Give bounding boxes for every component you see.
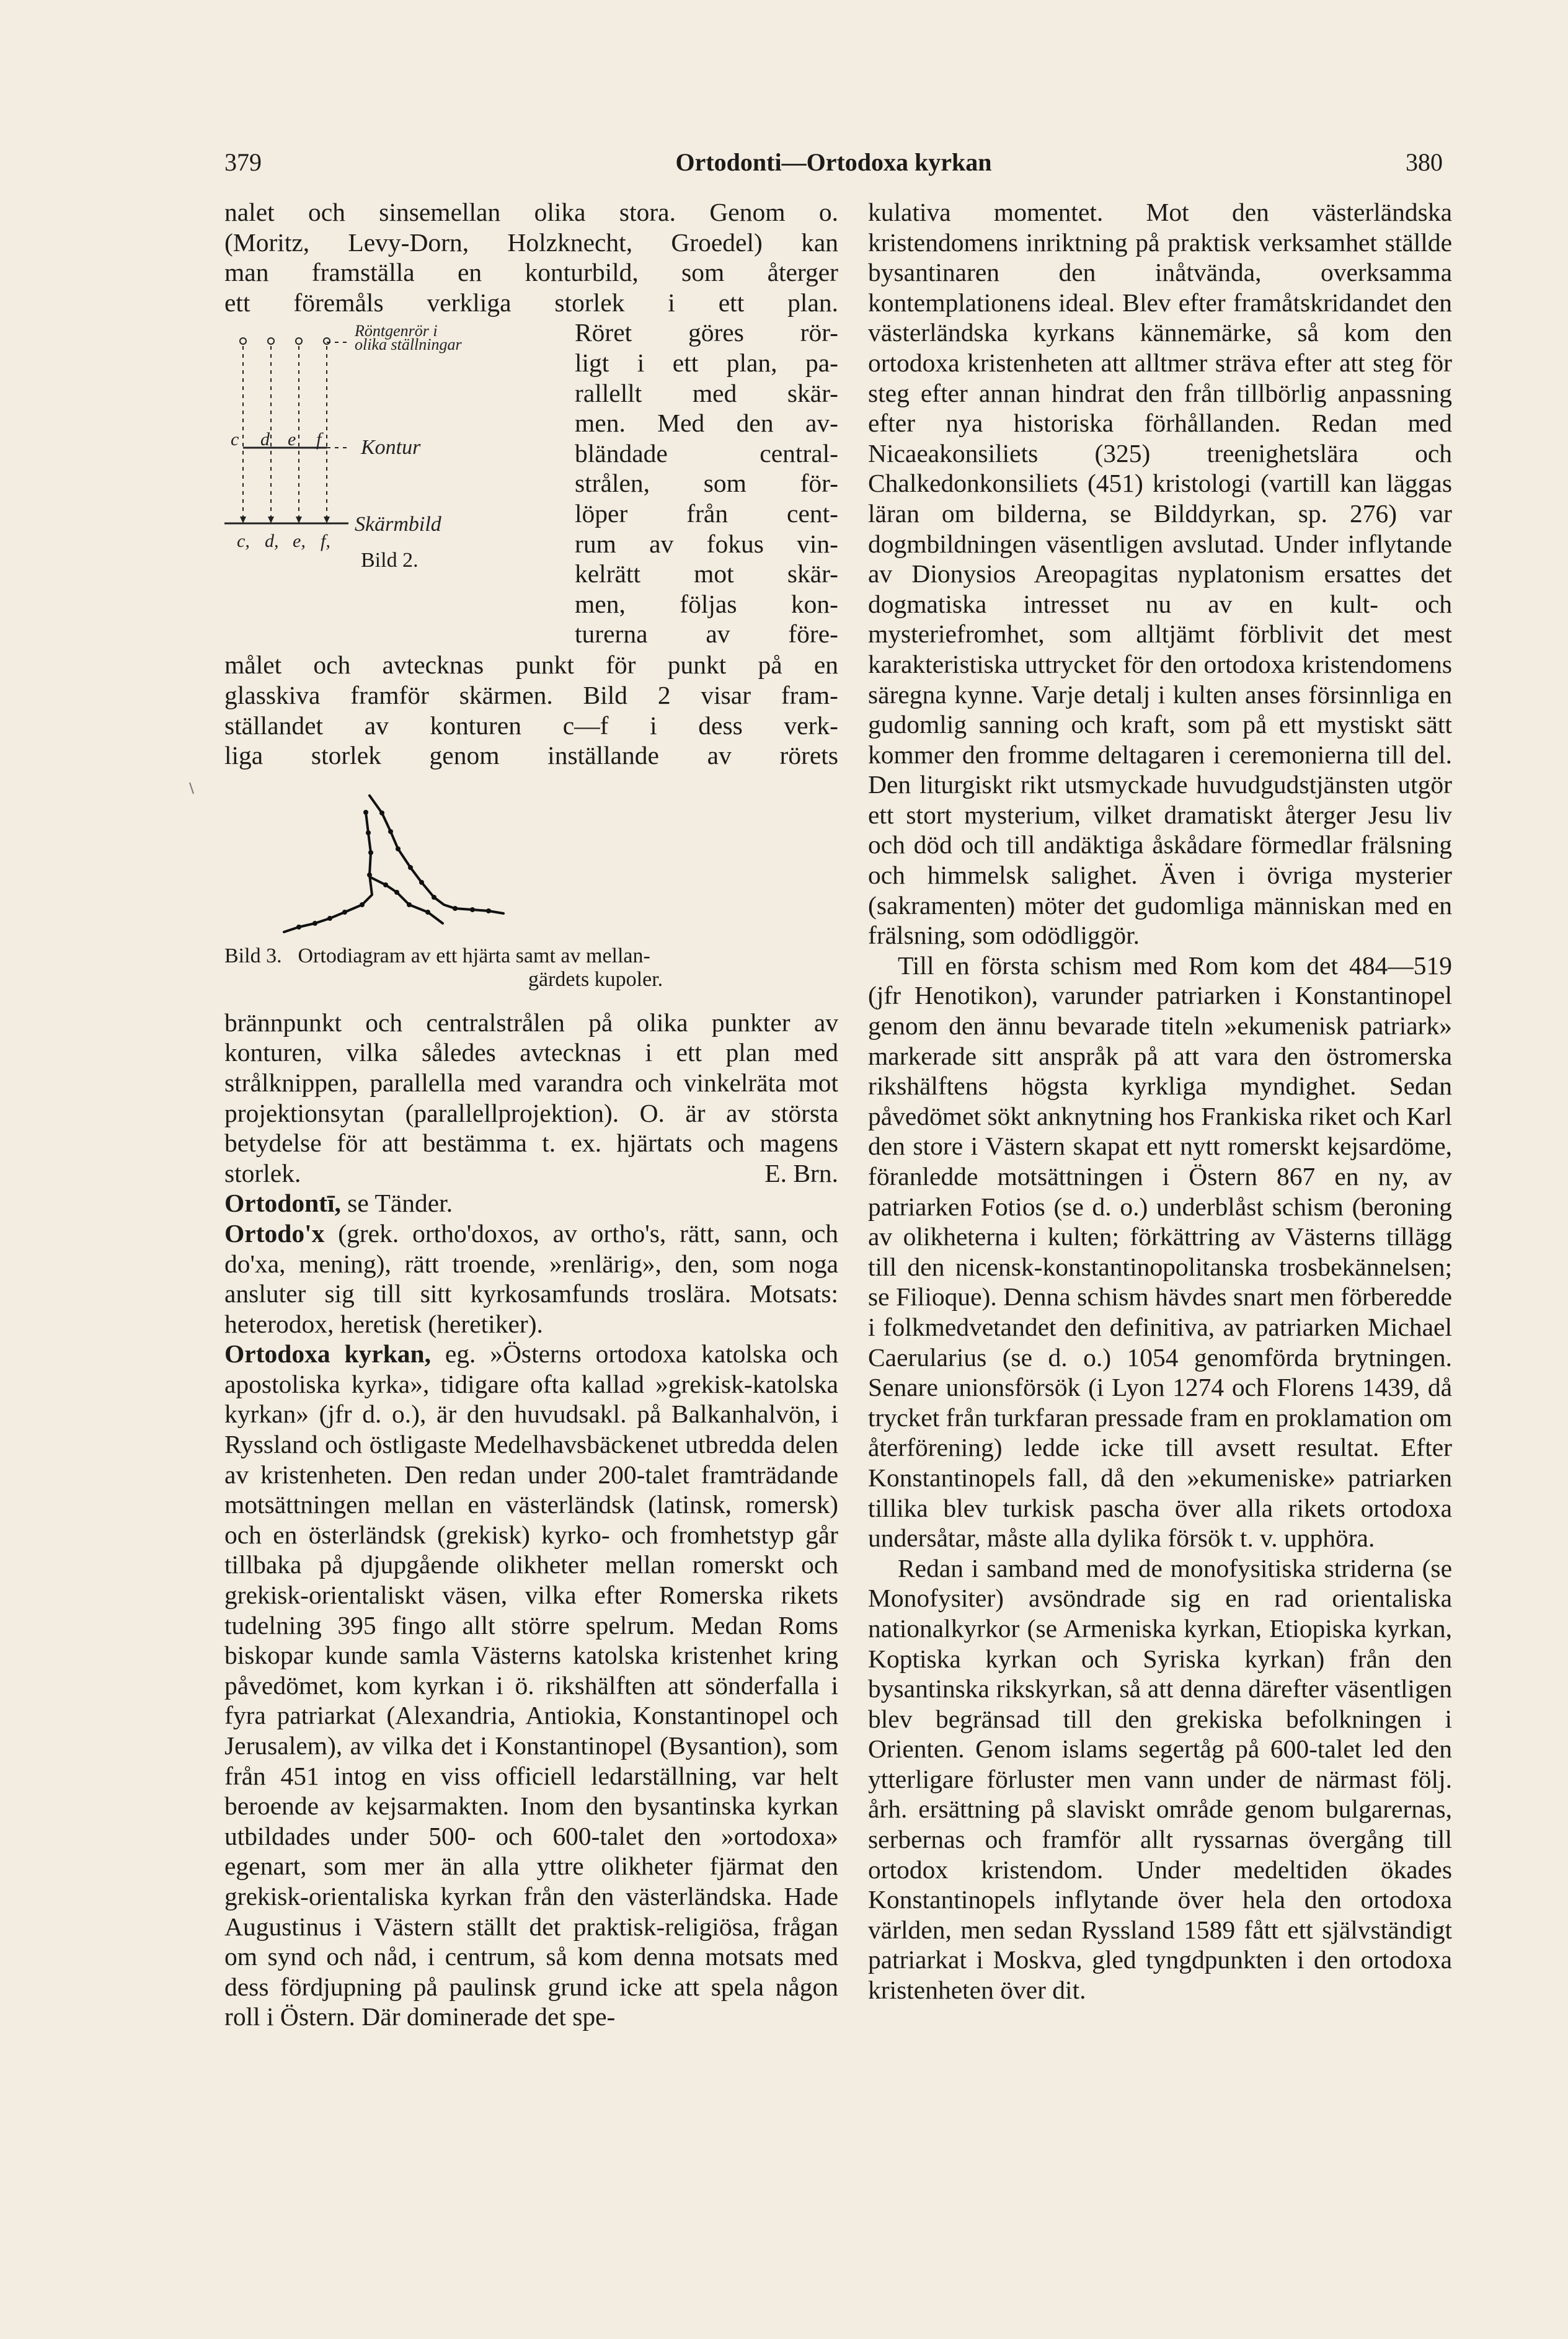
page-number-right: 380 (1406, 148, 1443, 176)
text-line: rallellt med skär- (575, 378, 838, 407)
text-line: ställandet av konturen c—f i dess verk- (224, 711, 838, 740)
right-column (868, 197, 1452, 2005)
text-line: turerna av före- (575, 619, 838, 649)
text-line: men. Med den av- (575, 409, 838, 438)
letter-c: c (231, 429, 239, 450)
text-line: (Moritz, Levy-Dorn, Holzknecht, Groedel) kan (224, 228, 838, 257)
running-title: Ortodonti—Ortodoxa kyrkan (675, 148, 992, 176)
label-skarmbild: Skärmbild (355, 513, 441, 536)
text-line: rum av fokus vin- (575, 529, 838, 558)
letter-d: d (260, 429, 270, 450)
figure-3-caption-line1: Ortodiagram av ett hjärta samt av mellan- (298, 944, 650, 967)
entry-ortodox (224, 1218, 838, 1339)
entry-headword: Ortodo'x (224, 1218, 325, 1248)
right-paragraph-1: kulativa momentet. Mot den västerländska kristendomens inriktning på praktisk verksamhet ställde bysantinaren den inåtvända, overksamma kontemplationens ideal. Blev efter framåtskridandet den västerländska kyrkans kännemärke, så kom den ortodoxa kristenheten att alltmer sträva efter att steg för steg efter annan hindrat den från tillbörlig anpassning efter nya historiska förhållanden. Redan med Nicaeakonsiliets (325) treenighetslära och Chalkedonkonsiliets (451) kristologi (vartill kan läggas läran om bilderna, se Bilddyrkan, sp. 276) var dogmbildningen väsentligen avslutad. Under inflytande av Dionysios Areopagitas nyplatonism ersattes det dogmatiska intresset nu av en kult- och mysteriefromhet, som alltjämt förblivit det mest karakteristiska uttrycket för den ortodoxa kristendomens säregna kynne. Varje detalj i kulten anses försinnliga en gudomlig sanning och kraft, som på ett mystiskt sätt kommer den fromme deltagaren i ceremonierna till del. Den liturgiskt rikt utsmyckade huvudgudstjänsten utgör ett stort mysterium, vilket dramatiskt återger Jesu liv och död och till andäktiga åskådare förmedlar frälsning och himmelsk salighet. Även i övriga mysterier (sakramenten) möter det gudomliga människan med en frälsning, som odödliggör. (868, 198, 1452, 950)
text-line: kelrätt mot skär- (575, 559, 838, 588)
text-line: ett föremåls verkliga storlek i ett plan. (224, 288, 838, 317)
after-figure-3-paragraph (224, 1008, 838, 1189)
author-signature: E. Brn. (764, 1158, 838, 1187)
letter-d1: d, (265, 531, 279, 552)
text-line: nalet och sinsemellan olika stora. Genom o. (224, 198, 838, 226)
after-figure-2-paragraph (224, 650, 838, 770)
entry-headword: Ortodoxa kyrkan, (224, 1339, 431, 1369)
text-line: men, följas kon- (575, 589, 838, 618)
text-line: Röret göres rör- (575, 318, 838, 347)
letter-f1: f, (321, 531, 330, 552)
entry-text: (grek. ortho'doxos, av ortho's, rätt, sann, och do'xa, mening), rätt troende, »renlärig», den, som noga ansluter sig till sitt kyrkosamfunds troslära. Motsats: heterodox, heretisk (heretiker). (224, 1218, 838, 1338)
text-line: ligt i ett plan, pa- (575, 348, 838, 377)
entry-headword: Ortodontī, (224, 1189, 341, 1218)
text-line: bländade central- (575, 438, 838, 468)
figure-side-text (575, 317, 838, 649)
letter-e: e (288, 429, 296, 450)
entry-ortodonti (224, 1188, 838, 1218)
left-column (224, 197, 838, 2032)
entry-text: eg. »Österns ortodoxa katolska och apostoliska kyrka», tidigare ofta kallad »grekisk-katolska kyrkan» (jfr d. o.), är den huvudsakl. på Balkanhalvön, i Ryssland och östligaste Medelhavsbäckenet utbredda delen av kristenheten. Den redan under 200-talet framträdande motsättningen mellan en västerländsk (latinsk, romersk) och en österländsk (grekisk) kyrko- och fromhetstyp går tillbaka på djupgående olikheter mellan romerskt och grekisk-orientaliskt väsen, vilka efter Romerska rikets tudelning 395 fingo allt större spelrum. Medan Roms biskopar kunde samla Västerns katolska kristenhet kring påvedömet, kom kyrkan i ö. rikshälften att sönderfalla i fyra patriarkat (Alexandria, Antiokia, Konstantinopel och Jerusalem), av vilka det i Konstantinopel (Bysantion), som från 451 intog en viss officiell ledarställning, var helt beroende av kejsarmakten. Inom den bysantinska kyrkan utbildades under 500- och 600-talet den »ortodoxa» egenart, som mer än alla yttre olikheter fjärmat den grekisk-orientaliska kyrkan från den västerländska. Hade Augustinus i Västern ställt det praktisk-religiösa, frågan om synd och nåd, i centrum, så kom denna motsats med dess fördjupning på paulinsk grund icke att spela någon roll i Östern. Där dominerade det spe- (224, 1339, 839, 2031)
entry-text: se Tänder. (340, 1189, 453, 1218)
figure-3-label: Bild 3. (224, 944, 282, 967)
paragraph-text: brännpunkt och centralstrålen på olika punkter av konturen, vilka således avtecknas i ett plan med strålknippen, parallella med varandra och vinkelräta mot projektionsytan (parallellprojektion). O. är av största betydelse för att bestämma t. ex. hjärtats och magens storlek. (224, 1008, 838, 1187)
right-paragraph-3: Redan i samband med de monofysitiska striderna (se Monofysiter) avsöndrade sig en rad orientaliska nationalkyrkor (se Armeniska kyrkan, Etiopiska kyrkan, Koptiska kyrkan och Syriska kyrkan) från den bysantinska rikskyrkan, så att denna därefter väsentligen blev begränsad till den grekiska befolkningen i Orienten. Genom islams segertåg på 600-talet led den ytterligare förluster men vann under de närmast följ. årh. ersättning på slaviskt område genom bulgarernas, serbernas och framför allt ryssarnas övergång till ortodox kristendom. Under medeltiden ökades Konstantinopels inflytande över hela den ortodoxa världen, men sedan Ryssland 1589 fått ett självständigt patriarkat i Moskva, gled tyngdpunkten i den ortodoxa kristenheten över dit. (868, 1553, 1452, 2005)
letter-f: f (316, 429, 322, 450)
label-rontgen-line2: olika ställningar (355, 335, 462, 354)
figure-2 (224, 317, 838, 649)
orthodiagram-heart-figure (224, 783, 838, 938)
text-line: man framställa en konturbild, som återger (224, 258, 838, 287)
figure-2-caption: Bild 2. (361, 549, 419, 572)
page-header (224, 148, 1443, 185)
letter-e1: e, (293, 531, 306, 552)
orthodiagram-method-diagram (224, 317, 572, 578)
entry-ortodoxa-kyrkan (224, 1339, 838, 2032)
text-line: glasskiva framför skärmen. Bild 2 visar fram- (224, 680, 838, 709)
text-line: löper från cent- (575, 499, 838, 528)
letter-c1: c, (237, 531, 250, 552)
page-number-left: 379 (224, 148, 262, 176)
text-line: liga storlek genom inställande av rörets (224, 741, 838, 770)
figure-3-caption-line2: gärdets kupoler. (528, 967, 663, 991)
text-line: strålen, som för- (575, 469, 838, 498)
text-line: målet och avtecknas punkt för punkt på en (224, 650, 838, 680)
label-kontur: Kontur (361, 436, 421, 459)
intro-paragraph (224, 197, 838, 317)
right-paragraph-2: Till en första schism med Rom kom det 484—519 (jfr Henotikon), varunder patriarken i Konstantinopel genom den ännu bevarade titeln »ekumenisk patriark» markerade sitt anspråk på att vara den östromerska rikshälftens högsta kyrkliga myndighet. Sedan påvedömet sökt anknytning hos Frankiska riket och Karl den store i Västern skapat ett nytt romerskt kejsardöme, föranledde motsättningen i Östern 867 en ny, av patriarken Fotios (se d. o.) underblåst schism (beroning av olikheterna i kulten; förkättring av Västerns tillägg till den nicensk-konstantinopolitanska trosbekännelsen; se Filioque). Denna schism hävdes snart men förberedde i folkmedvetandet den definitiva, av patriarken Michael Caerularius (se d. o.) 1054 genomförda brytningen. Senare unionsförsök (i Lyon 1274 och Florens 1439, då trycket från turkfaran pressade fram en proklamation om återförening) ledde icke till avsett resultat. Efter Konstantinopels fall, då den »ekumeniske» patriarken tillika blev turkisk pascha över alla rikets ortodoxa undersåtar, måste alla dylika försök t. v. upphöra. (868, 951, 1452, 1553)
figure-3-caption (224, 944, 838, 992)
label-rontgen-line1: Röntgenrör i (355, 322, 438, 340)
margin-mark (188, 781, 195, 795)
